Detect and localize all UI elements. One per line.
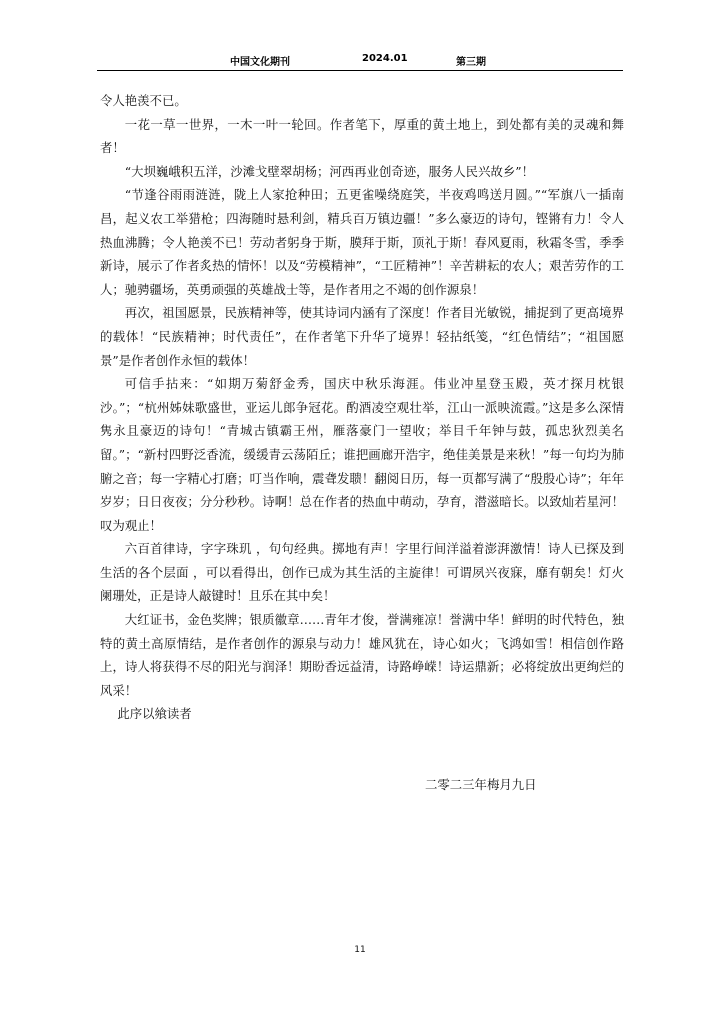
paragraph: 可信手拈来：“如期万菊舒金秀，国庆中秋乐海涯。伟业冲星登玉殿，英才探月枕银沙。”；“杭州姊妹歌盛世，亚运儿郎争冠花。酌酒凌空观壮举，江山一派映流霞。”这是多么深情隽永且豪迈的诗句！“青城古镇霸王州，雁落豪门一望收；举目千年钟与鼓，孤忠狄烈美名留。”；“新村四野泛香流，缓缓青云荡陌丘；谁把画廊开浩宇，绝佳美景是来秋！”每一句均为肺腑之音；每一字精心打磨；叮当作响，震聋发聩！翻阅日历，每一页都写满了“殷殷心诗”；年年岁岁；日日夜夜；分分秒秒。诗啊！总在作者的热血中萌动，孕育，潜滋暗长。以致灿若星河！叹为观止！ [100,376,624,533]
paragraph: 令人艳羡不已。 [100,93,187,108]
paragraph: 再次，祖国愿景，民族精神等，使其诗词内涵有了深度！作者目光敏锐，捕捉到了更高境界的载体！“民族精神；时代责任”，在作者笔下升华了境界！轻拈纸笺，“红色情结”；“祖国愿景”是作者创作永恒的载体！ [100,305,624,368]
running-header [0,53,720,69]
paragraph: 大红证书，金色奖牌；银质徽章……青年才俊，誉满雍凉！誉满中华！鲜明的时代特色，独特的黄土高原情结，是作者创作的源泉与动力！雄风犹在，诗心如火；飞鸿如雪！相信创作路上，诗人将获得不尽的阳光与润泽！期盼香远益清，诗路峥嵘！诗运鼎新；必将绽放出更绚烂的风采！ [100,612,624,698]
issue-number: 第三期 [456,57,486,68]
paragraph: 一花一草一世界，一木一叶一轮回。作者笔下，厚重的黄土地上，到处都有美的灵魂和舞者！ [100,116,624,156]
signature-date: 二零二三年梅月九日 [425,777,537,792]
issue-date: 2024.01 [362,53,408,64]
page-number: 11 [354,945,366,955]
journal-name: 中国文化期刊 [230,57,290,68]
header-divider [97,70,623,71]
paragraph: “节逢谷雨雨涟涟，陇上人家抢种田；五更雀噪绕庭笑，半夜鸡鸣送月圆。”“军旗八一插南昌，起义农工举猎枪；四海随时悬利剑，精兵百万镇边疆！”多么豪迈的诗句，铿锵有力！令人热血沸腾；令人艳羡不已！劳动者躬身于斯，膜拜于斯，顶礼于斯！春风夏雨，秋霜冬雪，季季新诗，展示了作者炙热的情怀！以及“劳模精神”，“工匠精神”！辛苦耕耘的农人；艰苦劳作的工人；驰骋疆场，英勇顽强的英雄战士等，是作者用之不竭的创作源泉！ [100,187,624,297]
article-body [100,89,624,726]
paragraph: “大坝巍峨积五洋，沙滩戈壁翠胡杨；河西再业创奇迹，服务人民兴故乡”！ [124,163,534,179]
closing-line: 此序以飨读者 [117,706,192,722]
paragraph: 六百首律诗，字字珠玑 ，句句经典。掷地有声！字里行间洋溢着澎湃激情！诗人已探及到生活的各个层面 ，可以看得出，创作已成为其生活的主旋律！可谓夙兴夜寐，靡有朝矣！灯火阑珊处，正是诗人敲键时！且乐在其中矣！ [100,541,624,604]
